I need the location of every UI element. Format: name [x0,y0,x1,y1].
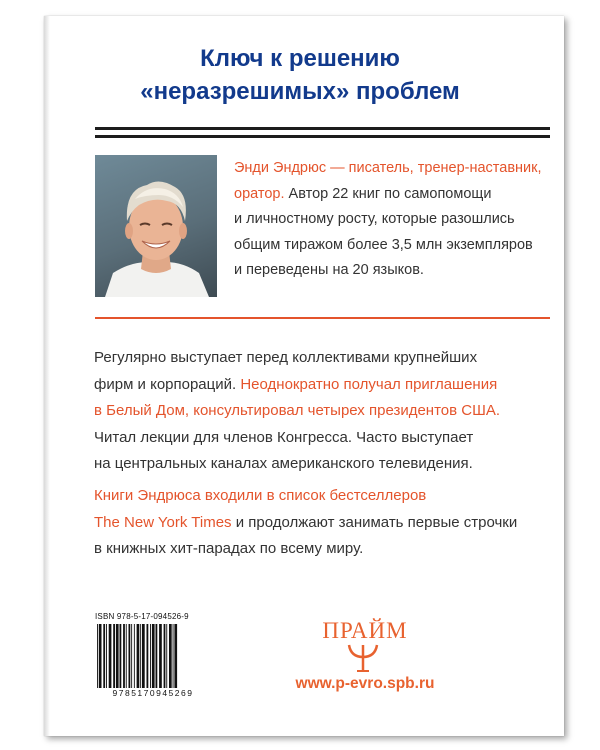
publisher-website[interactable]: www.p-evro.spb.ru [295,675,435,692]
barcode-bar [106,624,107,688]
paragraph-2-line-2-black: и продолжают занимать первые строчки [231,513,518,531]
barcode-bar [103,624,105,688]
barcode-bar [173,624,174,688]
author-bio-line-1: Автор 22 книг по самопомощи [284,185,492,202]
paragraph-1-line-5: на центральных каналах американского телевидения. [94,455,473,472]
barcode-bar [113,624,115,688]
barcode-bar [116,624,119,688]
barcode-bar [131,624,132,688]
barcode-bar [99,624,102,688]
paragraph-2-line-2 [94,510,534,537]
barcode-bar [142,624,145,688]
paragraph-1-line-2 [94,372,534,399]
barcode-bar [97,624,98,688]
paragraph-2-line-2-red: The New York Times [94,513,232,531]
barcode-bar [164,624,166,688]
paragraph-bestsellers [94,483,534,563]
paragraph-1-line-3: в Белый Дом, консультировал четырех президентов США. [94,402,501,419]
middle-red-divider [95,317,550,319]
barcode-bar [169,624,172,688]
author-bio-line-2: и личностному росту, которые разошлись [234,211,515,227]
author-bio-line-4: и переведены на 20 языков. [234,262,424,278]
paragraph-1-line-1: Регулярно выступает перед коллективами крупнейших [94,349,478,366]
publisher-name: ПРАЙМ [322,618,408,643]
isbn-barcode [95,612,211,716]
top-divider-line-2 [95,135,550,138]
isbn-label: ISBN 978-5-17-094526-9 [95,612,189,621]
barcode-bar [134,624,135,688]
barcode-bar [147,624,149,688]
top-divider-line-1 [95,127,550,130]
author-photo [95,155,217,297]
barcode-bar [150,624,151,688]
paragraph-achievements [94,345,534,478]
author-bio [234,156,554,284]
author-name-text: Энди Эндрюс — писатель, тренер-наставник, [234,160,542,176]
barcode-bar [140,624,141,688]
barcode-digits: 9785170945269 [112,688,194,698]
paragraph-1-line-4: Читал лекции для членов Конгресса. Часто выступает [94,428,474,446]
paragraph-2-line-3: в книжных хит-парадах по всему миру. [94,540,364,557]
barcode-bar [109,624,112,688]
barcode-bar [120,624,122,688]
barcode-bar [166,624,167,688]
barcode-bar [137,624,140,688]
barcode-bar [123,624,125,688]
cover-spine-edge [44,16,50,736]
cover-title-line-1: Ключ к решению [200,45,400,72]
barcode-bar [156,624,158,688]
paragraph-1-line-2-red: Неоднократно получал приглашения [240,375,498,393]
barcode-bar [159,624,162,688]
barcode-bar [174,624,177,688]
cover-title-line-2: «неразрешимых» проблем [140,78,460,105]
paragraph-1-line-2-black: фирм и корпораций. [94,375,241,393]
barcode-bar [129,624,131,688]
paragraph-2-line-1: Книги Эндрюса входили в список бестселлеров [94,487,427,504]
author-role-text: оратор. [234,185,285,202]
author-bio-line-3: общим тиражом более 3,5 млн экземпляров [234,236,533,253]
psi-mark-icon [343,643,383,673]
barcode-bar [126,624,127,688]
barcode-bar [152,624,155,688]
